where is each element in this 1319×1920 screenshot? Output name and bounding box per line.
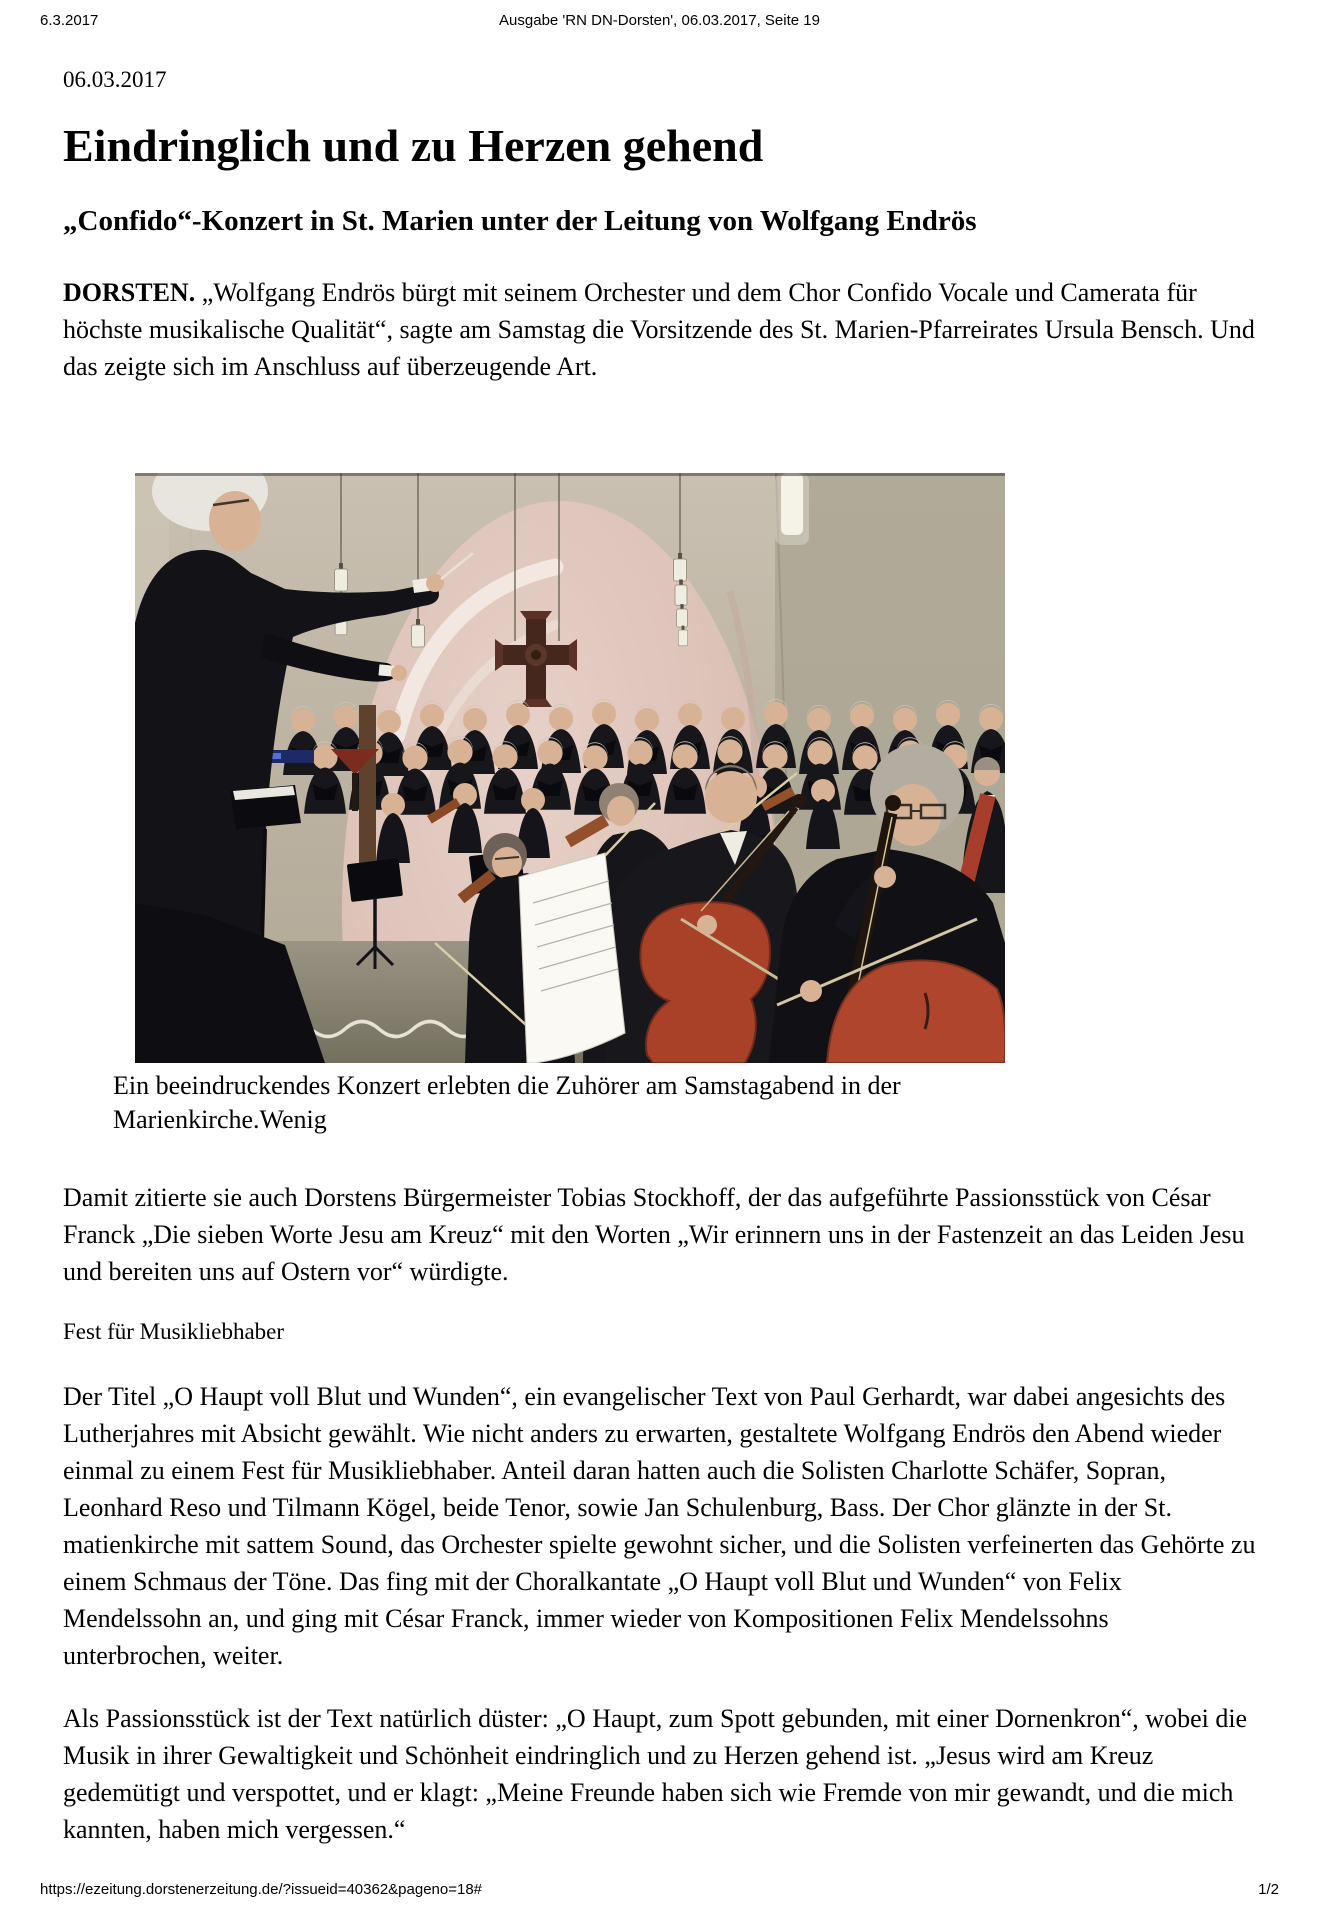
print-header	[40, 12, 1279, 32]
wood-post	[359, 705, 376, 885]
photo-caption: Ein beeindruckendes Konzert erlebten die Zuhörer am Samstagabend in der Marienkirche.Wenig	[113, 1071, 901, 1134]
lead-location: DORSTEN.	[63, 278, 196, 307]
print-footer	[40, 1881, 1279, 1898]
footer-page-indicator: 1/2	[1258, 1881, 1279, 1898]
photo-top-edge	[135, 473, 1005, 476]
concert-photo	[135, 473, 1005, 1063]
paragraph-last: Als Passionsstück ist der Text natürlich düster: „O Haupt, zum Spott gebunden, mit einer Dornenkron“, wobei die Musik in ihrer Gewaltigkeit und Schönheit eindringlich und zu Herzen gehend ist. „Jesus wird am Kreuz gedemütigt und verspottet, und er klagt: „Meine Freunde haben sich wie Fremde von mir gewandt, und die mich kannten, haben mich vergessen.“	[63, 1704, 1248, 1844]
footer-url: https://ezeitung.dorstenerzeitung.de/?issueid=40362&pageno=18#	[40, 1881, 483, 1898]
article-subheadline: „Confido“-Konzert in St. Marien unter der Leitung von Wolfgang Endrös	[63, 205, 977, 237]
article-figure	[113, 473, 1005, 1137]
article	[63, 52, 1256, 1848]
print-header-date: 6.3.2017	[40, 12, 99, 29]
paragraph-after-photo: Damit zitierte sie auch Dorstens Bürgermeister Tobias Stockhoff, der das aufgeführte Passionsstück von César Franck „Die sieben Worte Jesu am Kreuz“ mit den Worten „Wir erinnern uns in der Fastenzeit an das Leiden Jesu und bereiten uns auf Ostern vor“ würdigte.	[63, 1183, 1245, 1286]
section-subheading: Fest für Musikliebhaber	[63, 1319, 285, 1344]
paragraph-main: Der Titel „O Haupt voll Blut und Wunden“, ein evangelischer Text von Paul Gerhardt, war dabei angesichts des Lutherjahres mit Absicht gewählt. Wie nicht anders zu erwarten, gestaltete Wolfgang Endrös den Abend wieder einmal zu einem Fest für Musikliebhaber. Anteil daran hatten auch die Solisten Charlotte Schäfer, Sopran, Leonhard Reso und Tilmann Kögel, beide Tenor, sowie Jan Schulenburg, Bass. Der Chor glänzte in der St. matienkirche mit sattem Sound, das Orchester spielte gewohnt sicher, und die Solisten verfeinerten das Gehörte zu einem Schmaus der Töne. Das fing mit der Choralkantate „O Haupt voll Blut und Wunden“ von Felix Mendelssohn an, und ging mit César Franck, immer wieder von Kompositionen Felix Mendelssohns unterbrochen, weiter.	[63, 1382, 1256, 1670]
lead-text: „Wolfgang Endrös bürgt mit seinem Orchester und dem Chor Confido Vocale und Camerata für höchste musikalische Qualität“, sagte am Samstag die Vorsitzende des St. Marien-Pfarreirates Ursula Bensch. Und das zeigte sich im Anschluss auf überzeugende Art.	[63, 278, 1255, 381]
print-header-title: Ausgabe 'RN DN-Dorsten', 06.03.2017, Seite 19	[499, 12, 820, 29]
article-date: 06.03.2017	[63, 67, 167, 92]
lead-paragraph	[63, 274, 1256, 385]
article-headline: Eindringlich und zu Herzen gehend	[63, 120, 764, 171]
